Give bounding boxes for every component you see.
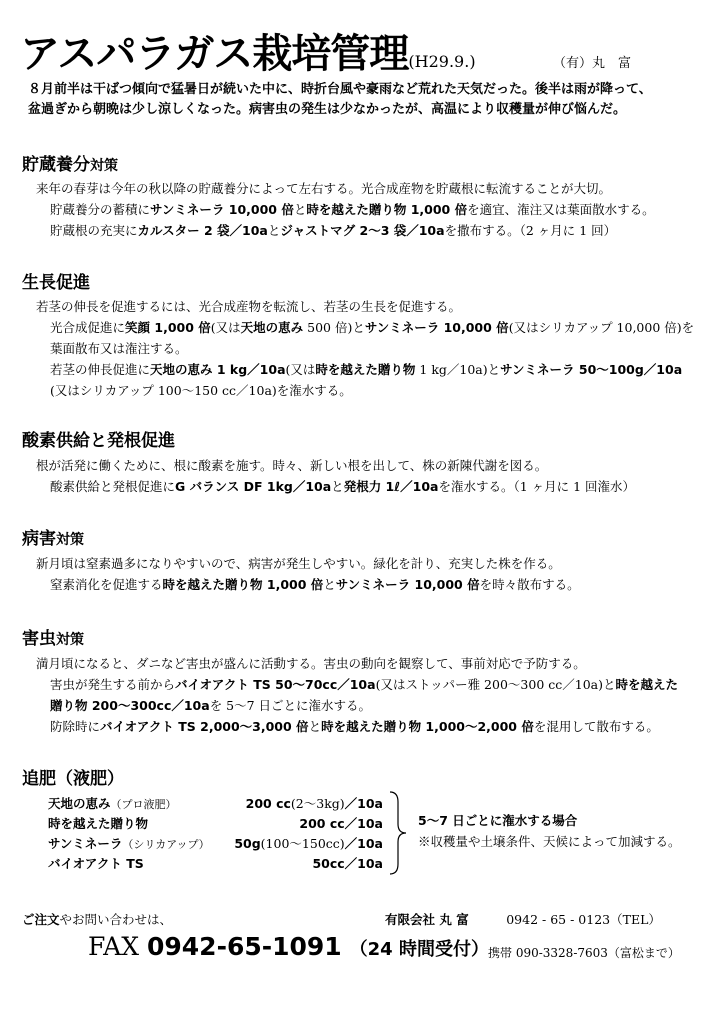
title-text: アスパラガス栽培管理 — [20, 31, 409, 77]
growth-line: 若茎の伸長を促進するには、光合成産物を転流し、若茎の生長を促進する。 — [36, 299, 462, 314]
growth-line: (又はシリカアップ 100～150 cc／10a)を潅水する。 — [50, 383, 352, 398]
storage-line: 貯蔵養分の蓄積にサンミネーラ 10,000 倍と時を越えた贈り物 1,000 倍を適宜、潅注又は葉面散水する。 — [50, 202, 655, 217]
fertilizer-note: 5～7 日ごとに潅水する場合 ※収穫量や土壌条件、天候によって加減する。 — [418, 813, 681, 849]
section-heading-oxygen: 酸素供給と発根促進 — [22, 431, 175, 451]
order-inquiry-text: ご注文やお問い合わせは、 — [22, 912, 173, 927]
disease-line: 窒素消化を促進する時を越えた贈り物 1,000 倍とサンミネーラ 10,000 倍を時々散布する。 — [50, 577, 580, 592]
section-heading-pest: 害虫対策 — [22, 629, 84, 649]
pest-line: 満月頃になると、ダニなど害虫が盛んに活動する。害虫の動向を観察して、事前対応で予防する。 — [36, 656, 586, 671]
right-brace-icon — [388, 790, 410, 876]
page-title — [20, 22, 476, 79]
section-heading-storage: 貯蔵養分対策 — [22, 155, 118, 175]
growth-line: 光合成促進に笑顔 1,000 倍(又は天地の恵み 500 倍)とサンミネーラ 10,000 倍(又はシリカアップ 10,000 倍)を — [50, 320, 695, 335]
title-year: (H29.9.) — [408, 52, 476, 71]
mobile-number: 携帯 090-3328-7603（富松まで） — [488, 946, 680, 960]
intro-line: ８月前半は干ばつ傾向で猛暑日が続いた中に、時折台風や豪雨など荒れた天気だった。後半は雨が降って、 — [28, 82, 652, 97]
section-heading-disease: 病害対策 — [22, 529, 84, 549]
pest-line: 贈り物 200～300cc／10aを 5～7 日ごとに潅水する。 — [50, 698, 372, 713]
fertilizer-row: バイオアクト TS 50cc／10a — [48, 856, 383, 871]
fertilizer-row: 時を越えた贈り物 200 cc／10a — [48, 816, 383, 831]
oxygen-line: 酸素供給と発根促進にG バランス DF 1kg／10aと発根力 1ℓ／10aを潅水する。（1 ヶ月に 1 回潅水） — [50, 479, 636, 494]
section-heading-growth: 生長促進 — [22, 273, 90, 293]
growth-line: 若茎の伸長促進に天地の恵み 1 kg／10a(又は時を越えた贈り物 1 kg／10a)とサンミネーラ 50～100g／10a — [50, 362, 683, 377]
disease-line: 新月頃は窒素過多になりやすいので、病害が発生しやすい。緑化を計り、充実した株を作る。 — [36, 556, 561, 571]
fertilizer-table — [48, 794, 383, 874]
company-name-top: （有）丸 富 — [553, 56, 632, 71]
section-heading-fertilizer: 追肥（液肥） — [22, 769, 124, 789]
oxygen-line: 根が活発に働くために、根に酸素を施す。時々、新しい根を出して、株の新陳代謝を図る。 — [36, 458, 548, 473]
intro-text — [28, 80, 652, 120]
storage-line: 貯蔵根の充実にカルスター 2 袋／10aとジャストマグ 2～3 袋／10aを撒布する。（2 ヶ月に 1 回） — [50, 223, 617, 238]
growth-line: 葉面散布又は潅注する。 — [50, 341, 188, 356]
fertilizer-row: サンミネーラ（シリカアップ） 50g(100～150cc)／10a — [48, 836, 383, 851]
storage-line: 来年の春芽は今年の秋以降の貯蔵養分によって左右する。光合成産物を貯蔵根に転流することが大切。 — [36, 181, 612, 196]
fertilizer-row: 天地の恵み（プロ液肥） 200 cc(2～3kg)／10a — [48, 796, 383, 811]
fax-number: FAX 0942-65-1091 （24 時間受付） — [88, 932, 489, 961]
intro-line: 盆過ぎから朝晩は少し涼しくなった。病害虫の発生は少なかったが、高温により収穫量が伸び悩んだ。 — [28, 102, 627, 117]
pest-line: 害虫が発生する前からバイオアクト TS 50～70cc／10a(又はストッパー雅 200～300 cc／10a)と時を越えた — [50, 677, 678, 692]
footer-company: 有限会社 丸 富 0942 - 65 - 0123（TEL） — [385, 912, 661, 927]
pest-line: 防除時にバイオアクト TS 2,000～3,000 倍と時を越えた贈り物 1,000～2,000 倍を混用して散布する。 — [50, 719, 659, 734]
